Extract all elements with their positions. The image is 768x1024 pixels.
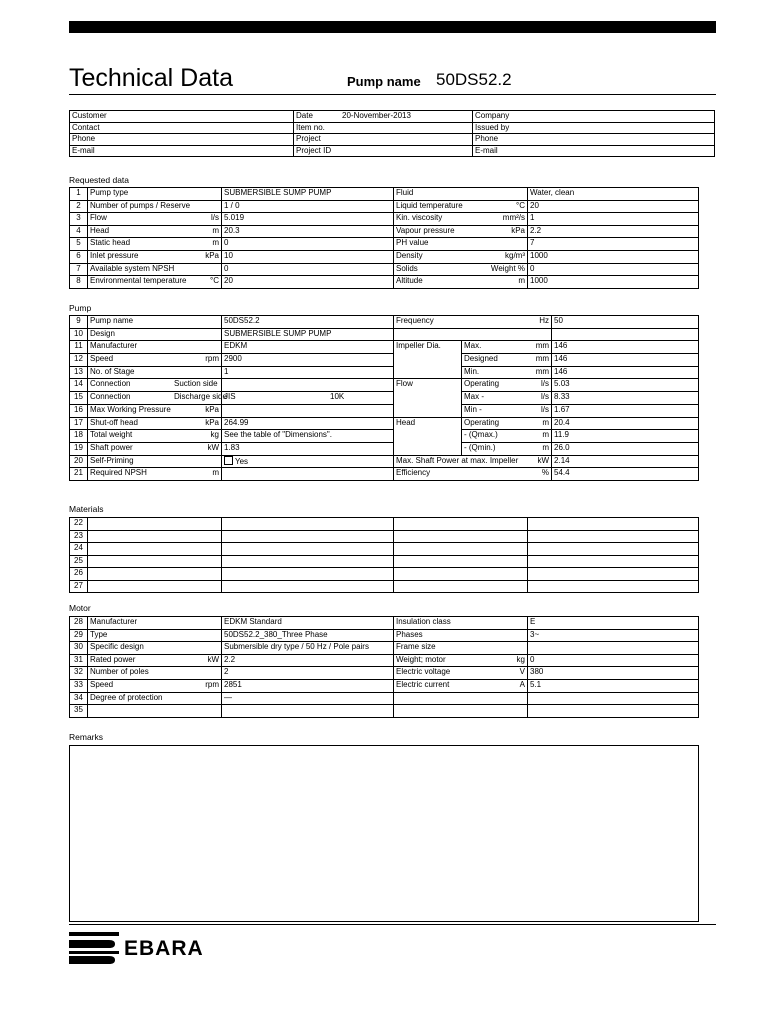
row-label: Efficiency % (394, 468, 552, 481)
unit-text: m (518, 276, 525, 286)
row-value: Submersible dry type / 50 Hz / Pole pairs (222, 642, 394, 655)
row-number: 15 (70, 392, 88, 405)
section-title-materials: Materials (69, 504, 104, 514)
label-text: Head (90, 225, 110, 235)
row-value: 3~ (528, 629, 699, 642)
row-number: 32 (70, 667, 88, 680)
row-number: 2 (70, 200, 88, 213)
label-text: Specific design (90, 642, 144, 652)
label-text: Available system NPSH (90, 263, 175, 273)
row-value: 2900 (222, 354, 394, 367)
row-value: 146 (552, 366, 699, 379)
unit-text: kPa (511, 225, 525, 235)
row-value: 0 (528, 654, 699, 667)
row-number: 3 (70, 213, 88, 226)
row-number: 4 (70, 225, 88, 238)
table-row (70, 417, 699, 430)
unit-text: l/s (211, 213, 219, 223)
row-label (294, 134, 473, 146)
row-label: Min. mm (462, 366, 552, 379)
row-label (394, 654, 528, 667)
table-row (70, 354, 699, 367)
row-label: Issued by (473, 122, 715, 134)
row-value: 20-November-2013 (342, 111, 411, 120)
table-row (70, 134, 715, 146)
row-value: 2.2 (528, 225, 699, 238)
row-number: 24 (70, 543, 88, 556)
section-title-remarks: Remarks (69, 732, 104, 742)
table-cell (88, 568, 222, 581)
row-label (88, 692, 222, 705)
row-label (88, 213, 222, 226)
row-label (88, 629, 222, 642)
label-text: Manufacturer (90, 617, 138, 626)
table-cell (528, 530, 699, 543)
row-label: Max. Shaft Power at max. Impeller kW (394, 455, 552, 468)
table-cell (394, 580, 528, 593)
table-row (70, 379, 699, 392)
row-value: 20 (528, 200, 699, 213)
row-label: Self-Priming (88, 455, 222, 468)
table-row (70, 263, 699, 276)
row-number: 25 (70, 555, 88, 568)
row-label: Required NPSH m (88, 468, 222, 481)
row-label (294, 122, 473, 134)
pump-name-label: Pump name (347, 74, 421, 89)
label-text: Density (396, 250, 423, 260)
row-number: 16 (70, 404, 88, 417)
row-label (394, 238, 528, 251)
table-row (70, 404, 699, 417)
label-text: Fluid (396, 188, 414, 197)
row-label (394, 667, 528, 680)
row-value: 20 (222, 276, 394, 289)
row-number: 28 (70, 617, 88, 630)
table-row (70, 316, 699, 329)
row-label: Design (88, 328, 222, 341)
section-title-motor: Motor (69, 603, 91, 613)
row-label: Connection Suction side (88, 379, 222, 392)
row-label: Max Working Pressure kPa (88, 404, 222, 417)
row-value: 380 (528, 667, 699, 680)
row-label (88, 642, 222, 655)
row-value: SUBMERSIBLE SUMP PUMP (222, 188, 394, 201)
table-row (70, 705, 699, 718)
label-text: Type (90, 629, 108, 639)
row-value: 2 (222, 667, 394, 680)
table-row (70, 518, 699, 531)
row-number: 27 (70, 580, 88, 593)
row-value: 0 (222, 263, 394, 276)
row-value: 50DS52.2 (222, 316, 394, 329)
row-number: 7 (70, 263, 88, 276)
table-cell (528, 518, 699, 531)
row-label: Min - l/s (462, 404, 552, 417)
row-number: 19 (70, 442, 88, 455)
unit-text: A (519, 679, 525, 689)
row-label (394, 692, 528, 705)
row-number: 23 (70, 530, 88, 543)
table-row (70, 122, 715, 134)
row-value: E (528, 617, 699, 630)
table-row (70, 341, 699, 354)
row-value: SUBMERSIBLE SUMP PUMP (222, 328, 394, 341)
pump-name-value: 50DS52.2 (436, 70, 512, 89)
table-row (70, 111, 715, 123)
row-number: 5 (70, 238, 88, 251)
row-value: 50DS52.2_380_Three Phase (222, 629, 394, 642)
row-value: 5.019 (222, 213, 394, 226)
row-value (528, 692, 699, 705)
label-text: PH value (396, 238, 429, 248)
row-label: Customer (70, 111, 294, 123)
table-cell (394, 530, 528, 543)
row-value: 1 (222, 366, 394, 379)
row-value: 5.1 (528, 679, 699, 692)
row-label (294, 145, 473, 157)
label-text: Flow (90, 213, 107, 223)
row-value: EDKM (222, 341, 394, 354)
row-value: 1000 (528, 276, 699, 289)
row-value: 1 / 0 (222, 200, 394, 213)
row-label (88, 225, 222, 238)
row-value: 146 (552, 341, 699, 354)
row-value: 2.14 (552, 455, 699, 468)
row-value: 11.9 (552, 430, 699, 443)
row-label (88, 667, 222, 680)
row-value: 7 (528, 238, 699, 251)
table-cell (528, 568, 699, 581)
unit-text: kPa (205, 250, 219, 260)
table-cell (528, 555, 699, 568)
row-number: 21 (70, 468, 88, 481)
row-label (88, 705, 222, 718)
row-value: See the table of "Dimensions". (222, 430, 394, 443)
row-value: 10 (222, 250, 394, 263)
row-label: Phone (70, 134, 294, 146)
table-row (70, 430, 699, 443)
row-number: 6 (70, 250, 88, 263)
table-cell (88, 555, 222, 568)
table-cell (222, 568, 394, 581)
row-label: Connection Discharge side (88, 392, 222, 405)
table-row (70, 530, 699, 543)
row-number: 22 (70, 518, 88, 531)
table-row (70, 200, 699, 213)
row-label: Frequency Hz (394, 316, 552, 329)
row-number: 30 (70, 642, 88, 655)
row-value: 1 (528, 213, 699, 226)
unit-text: kg/m³ (505, 250, 525, 260)
table-row (70, 145, 715, 157)
row-value: 20.4 (552, 417, 699, 430)
table-row (70, 225, 699, 238)
row-number: 20 (70, 455, 88, 468)
unit-text: °C (210, 276, 219, 286)
row-label: Max. mm (462, 341, 552, 354)
row-label: Shut-off head kPa (88, 417, 222, 430)
table-row (70, 654, 699, 667)
table-row (70, 366, 699, 379)
table-row (70, 667, 699, 680)
motor-table (69, 616, 699, 718)
materials-table (69, 517, 699, 593)
row-value: 5.03 (552, 379, 699, 392)
row-label (88, 276, 222, 289)
row-label (88, 617, 222, 630)
section-title-pump: Pump (69, 303, 92, 313)
row-label: - (Qmin.) m (462, 442, 552, 455)
unit-text: rpm (205, 679, 219, 689)
label-text: Pump type (90, 188, 129, 197)
row-number: 31 (70, 654, 88, 667)
table-row (70, 468, 699, 481)
row-number: 35 (70, 705, 88, 718)
table-row (70, 213, 699, 226)
label-text: Project (296, 134, 321, 143)
label-text: Speed (90, 679, 114, 689)
table-cell (394, 518, 528, 531)
row-label: Total weight kg (88, 430, 222, 443)
row-number: 13 (70, 366, 88, 379)
row-number: 1 (70, 188, 88, 201)
table-cell (528, 580, 699, 593)
divider (69, 924, 716, 925)
table-cell (394, 568, 528, 581)
unit-text: kW (207, 654, 219, 664)
row-label: Pump name (88, 316, 222, 329)
row-value: 2851 (222, 679, 394, 692)
row-value (528, 705, 699, 718)
row-value: 8.33 (552, 392, 699, 405)
label-text: Kin. viscosity (396, 213, 443, 223)
row-number: 11 (70, 341, 88, 354)
label-text: Project ID (296, 145, 332, 155)
row-label (88, 238, 222, 251)
row-number: 34 (70, 692, 88, 705)
table-cell (394, 543, 528, 556)
row-label (394, 263, 528, 276)
table-row (70, 629, 699, 642)
label-text: Static head (90, 238, 131, 248)
table-row (70, 276, 699, 289)
table-row (70, 580, 699, 593)
row-number: 8 (70, 276, 88, 289)
row-label (88, 679, 222, 692)
row-label (88, 200, 222, 213)
row-label (394, 642, 528, 655)
table-row (70, 238, 699, 251)
row-value: 26.0 (552, 442, 699, 455)
label-text: Electric current (396, 679, 450, 689)
table-cell (528, 543, 699, 556)
table-cell (394, 555, 528, 568)
flow-label: Flow (394, 379, 462, 417)
row-label: Designed mm (462, 354, 552, 367)
row-value: 1000 (528, 250, 699, 263)
row-label (394, 705, 528, 718)
table-row (70, 617, 699, 630)
row-number: 17 (70, 417, 88, 430)
table-cell (88, 518, 222, 531)
table-cell (222, 580, 394, 593)
table-cell (222, 518, 394, 531)
row-number: 10 (70, 328, 88, 341)
row-label (394, 679, 528, 692)
label-text: Environmental temperature (90, 276, 187, 286)
customer-table (69, 110, 715, 157)
row-label (88, 263, 222, 276)
table-cell (88, 530, 222, 543)
table-row (70, 392, 699, 405)
row-number: 26 (70, 568, 88, 581)
page-title: Technical Data (69, 64, 233, 92)
unit-text: V (519, 667, 525, 677)
row-label: Company (473, 111, 715, 123)
row-label: - (Qmax.) m (462, 430, 552, 443)
self-priming-cell: Yes (222, 455, 394, 468)
unit-text: °C (516, 200, 525, 210)
row-label: No. of Stage (88, 366, 222, 379)
table-row (70, 642, 699, 655)
table-row (70, 679, 699, 692)
label-text: Electric voltage (396, 667, 451, 677)
row-label: Manufacturer (88, 341, 222, 354)
head-label: Head (394, 417, 462, 455)
remarks-box[interactable] (69, 745, 699, 922)
unit-text: Weight % (490, 263, 525, 273)
row-value: EDKM Standard (222, 617, 394, 630)
row-value: 1.83 (222, 442, 394, 455)
row-label: E-mail (473, 145, 715, 157)
row-label: Operating l/s (462, 379, 552, 392)
row-label (88, 654, 222, 667)
unit-text: m (212, 238, 219, 248)
row-label (394, 629, 528, 642)
ebara-logo-icon (69, 932, 119, 971)
table-cell (88, 543, 222, 556)
unit-text: kg (516, 654, 525, 664)
table-row (70, 188, 699, 201)
table-row (70, 250, 699, 263)
label-text: Solids (396, 263, 418, 273)
unit-text: mm²/s (502, 213, 525, 223)
row-value: 1.67 (552, 404, 699, 417)
row-value (222, 705, 394, 718)
label-text: Altitude (396, 276, 423, 286)
label-text: Vapour pressure (396, 225, 455, 235)
row-label: E-mail (70, 145, 294, 157)
row-label (394, 188, 528, 201)
row-number: 9 (70, 316, 88, 329)
requested-data-table (69, 187, 699, 289)
row-value: 20.3 (222, 225, 394, 238)
row-value: 0 (222, 238, 394, 251)
section-title-requested: Requested data (69, 175, 130, 185)
table-row (70, 442, 699, 455)
label-text: Liquid temperature (396, 200, 463, 210)
row-label (294, 111, 473, 123)
label-text: Number of poles (90, 667, 149, 677)
table-row (70, 555, 699, 568)
row-number: 29 (70, 629, 88, 642)
impeller-label: Impeller Dia. (394, 341, 462, 379)
label-text: Weight; motor (396, 654, 446, 664)
row-value: — (222, 692, 394, 705)
table-row (70, 568, 699, 581)
row-label (88, 250, 222, 263)
row-label: Max - l/s (462, 392, 552, 405)
row-label (394, 200, 528, 213)
row-value: 146 (552, 354, 699, 367)
table-cell (222, 543, 394, 556)
table-row (70, 692, 699, 705)
label-text: Item no. (296, 122, 325, 132)
row-value: 2.2 (222, 654, 394, 667)
table-cell (222, 530, 394, 543)
row-label (394, 617, 528, 630)
row-label (394, 276, 528, 289)
row-number: 14 (70, 379, 88, 392)
row-label: Phone (473, 134, 715, 146)
row-number: 12 (70, 354, 88, 367)
row-value: 0 (528, 263, 699, 276)
table-cell (88, 580, 222, 593)
row-value: Water, clean (528, 188, 699, 201)
row-value (528, 642, 699, 655)
row-label: Contact (70, 122, 294, 134)
row-number: 18 (70, 430, 88, 443)
row-value: 54.4 (552, 468, 699, 481)
label-text: Rated power (90, 654, 136, 664)
unit-text: m (212, 225, 219, 235)
label-text: Phases (396, 629, 423, 639)
ebara-logo-text: EBARA (124, 937, 204, 960)
label-text: Number of pumps / Reserve (90, 200, 191, 210)
label-text: Inlet pressure (90, 250, 139, 260)
table-row (70, 328, 699, 341)
pump-table (69, 315, 699, 481)
row-value: JIS 10K (222, 392, 394, 405)
row-label (88, 188, 222, 201)
row-label (394, 213, 528, 226)
table-cell (222, 555, 394, 568)
row-label: Shaft power kW (88, 442, 222, 455)
row-number: 33 (70, 679, 88, 692)
top-bar (69, 21, 716, 33)
self-priming-checkbox[interactable] (224, 456, 233, 465)
row-value: 50 (552, 316, 699, 329)
label-text: Degree of protection (90, 692, 163, 702)
row-label: Operating m (462, 417, 552, 430)
table-row (70, 543, 699, 556)
label-text: Date (296, 111, 313, 120)
row-label (394, 225, 528, 238)
row-label: Speed rpm (88, 354, 222, 367)
label-text: Insulation class (396, 617, 451, 626)
table-row (70, 455, 699, 468)
row-value: 264.99 (222, 417, 394, 430)
row-label (394, 250, 528, 263)
divider (69, 94, 716, 95)
label-text: Frame size (396, 642, 436, 652)
